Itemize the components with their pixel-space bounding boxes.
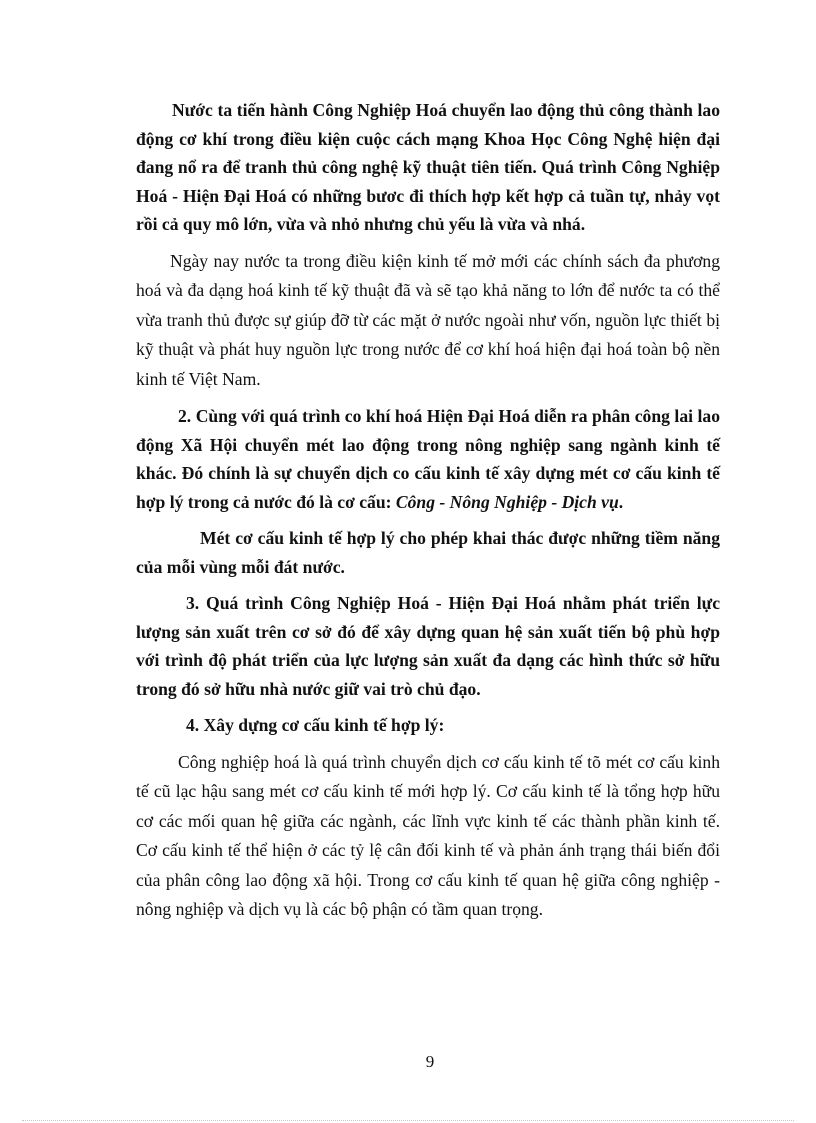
point-2-text: 2. Cùng với quá trình co khí hoá Hiện Đại Hoá diễn ra phân công lai lao động Xã Hội chuyển mét lao động trong nông nghiệp sang ngành kinh tế khác. Đó chính là sự chuyển dịch co cấu kinh tế xây dựng mét cơ cấu kinh tế hợp lý trong cả nước đó là cơ cấu: xyxy=(136,406,720,512)
point-2-end: . xyxy=(618,491,624,512)
point-2-emphasis: Công - Nông Nghiệp - Dịch vụ xyxy=(395,491,619,512)
body-text xyxy=(136,96,720,933)
heading-point-4: 4. Xây dựng cơ cấu kinh tế hợp lý: xyxy=(186,715,445,735)
paragraph-industrialization-definition: Công nghiệp hoá là quá trình chuyển dịch cơ cấu kinh tế tõ mét cơ cấu kinh tế cũ lạc hậu sang mét cơ cấu kinh tế mới hợp lý. Cơ cấu kinh tế là tổng hợp hữu cơ các mối quan hệ giữa các ngành, các lĩnh vực kinh tế các thành phần kinh tế. Cơ cấu kinh tế thể hiện ở các tỷ lệ cân đối kinh tế và phản ánh trạng thái biến đổi của phân công lao động xã hội. Trong cơ cấu kinh tế quan hệ giữa công nghiệp - nông nghiệp và dịch vụ là các bộ phận có tầm quan trọng. xyxy=(136,751,720,919)
paragraph-point-3: 3. Quá trình Công Nghiệp Hoá - Hiện Đại Hoá nhằm phát triển lực lượng sản xuất trên cơ sở đó để xây dựng quan hệ sản xuất tiến bộ phù hợp với trình độ phát triển của lực lượng sản xuất đa dạng các hình thức sở hữu trong đó sở hữu nhà nước giữ vai trò chủ đạo. xyxy=(136,593,720,699)
paragraph-point-2 xyxy=(136,402,720,516)
paragraph-open-economy: Ngày nay nước ta trong điều kiện kinh tế mở mới các chính sách đa phương hoá và đa dạng hoá kinh tế kỹ thuật đã và sẽ tạo khả năng to lớn để nước ta có thể vừa tranh thủ được sự giúp đỡ từ các mặt ở nước ngoài như vốn, nguồn lực thiết bị kỹ thuật và phát huy nguồn lực trong nước để cơ khí hoá hiện đại hoá toàn bộ nền kinh tế Việt Nam. xyxy=(136,250,720,389)
paragraph-industrialization-intro: Nước ta tiến hành Công Nghiệp Hoá chuyển lao động thủ công thành lao động cơ khí trong điều kiện cuộc cách mạng Khoa Học Công Nghệ hiện đại đang nổ ra để tranh thủ công nghệ kỹ thuật tiên tiến. Quá trình Công Nghiệp Hoá - Hiện Đại Hoá có những bươc đi thích hợp kết hợp cả tuần tự, nhảy vọt rồi cả quy mô lớn, vừa và nhỏ nhưng chủ yếu là vừa và nhá. xyxy=(136,100,720,234)
page-bottom-divider xyxy=(22,1120,794,1121)
paragraph-reasonable-structure: Mét cơ cấu kinh tế hợp lý cho phép khai thác được những tiềm năng của mỗi vùng mỗi đát nước. xyxy=(136,528,720,577)
page-number: 9 xyxy=(425,1052,435,1071)
